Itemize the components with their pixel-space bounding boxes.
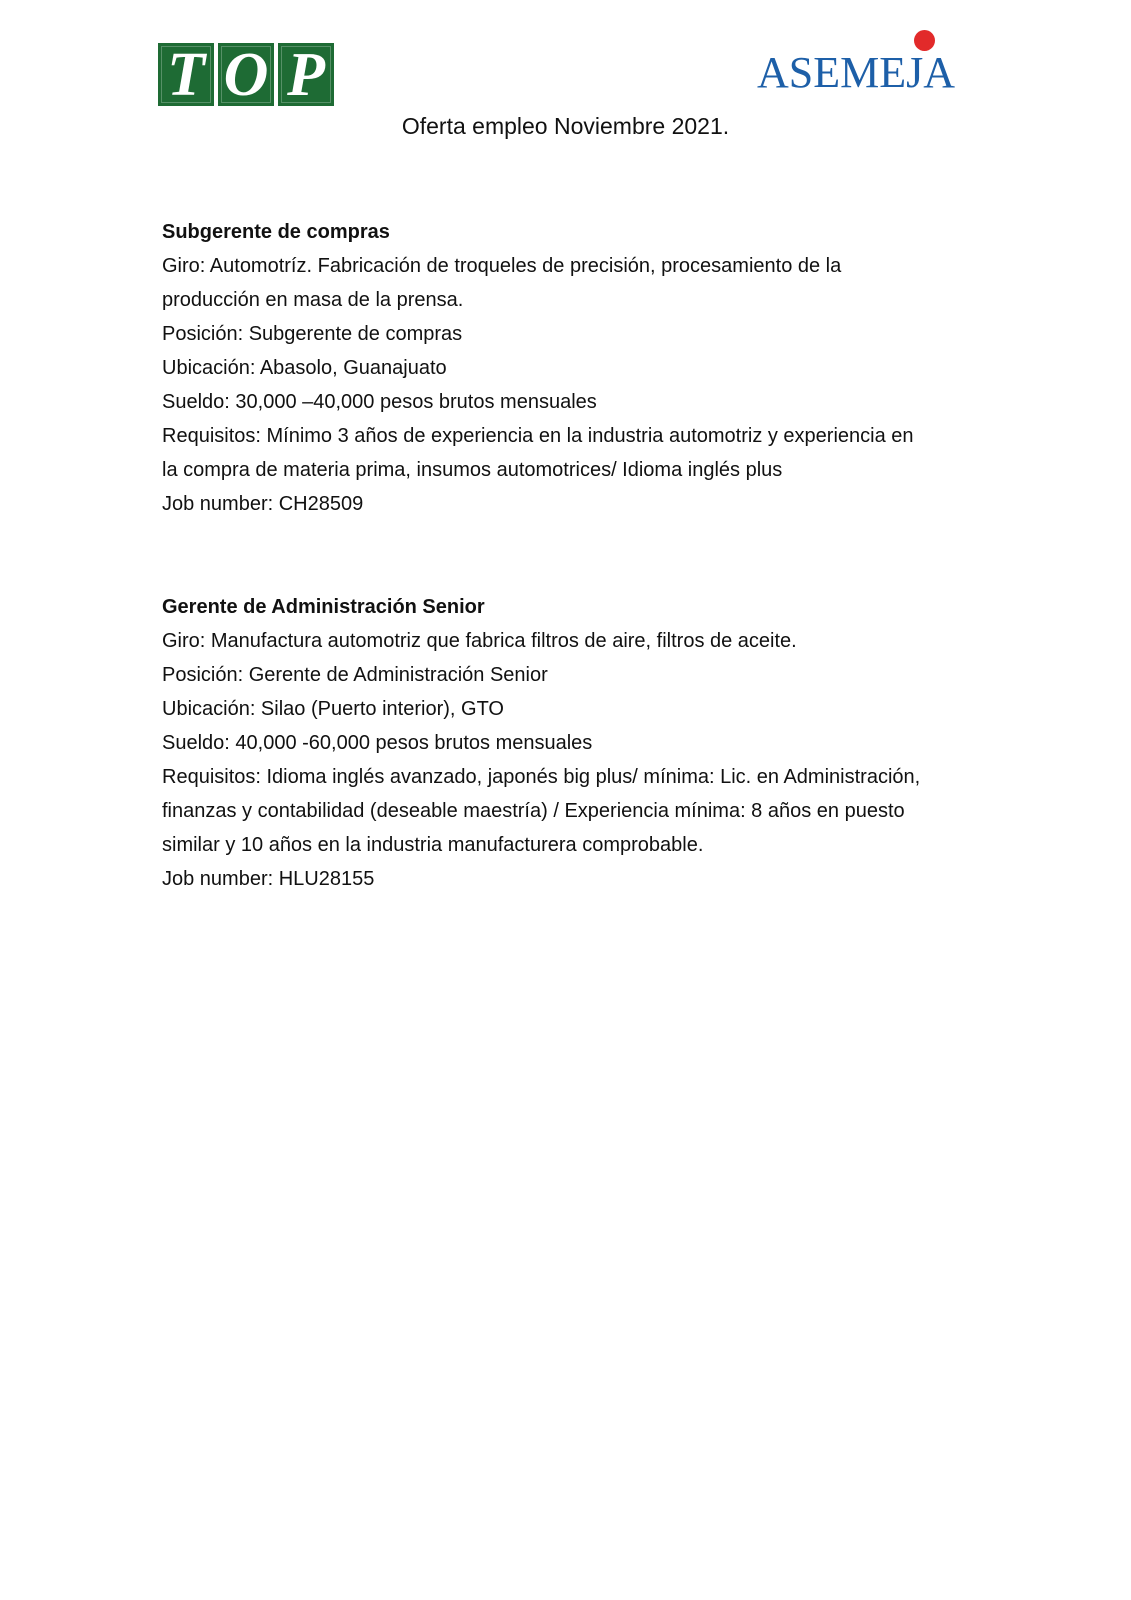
job-offer-line: finanzas y contabilidad (deseable maestría) / Experiencia mínima: 8 años en puesto bbox=[162, 800, 905, 822]
job-offer-line: Sueldo: 40,000 -60,000 pesos brutos mensuales bbox=[162, 732, 593, 754]
job-offer-heading: Subgerente de compras bbox=[162, 221, 390, 243]
job-offer-line: Requisitos: Mínimo 3 años de experiencia en la industria automotriz y experiencia en bbox=[162, 425, 914, 447]
job-offer-heading: Gerente de Administración Senior bbox=[162, 596, 485, 618]
job-offer-line: Giro: Automotríz. Fabricación de troqueles de precisión, procesamiento de la bbox=[162, 255, 842, 277]
job-offer bbox=[162, 215, 962, 521]
job-offer-line: Posición: Gerente de Administración Senior bbox=[162, 664, 548, 686]
top-logo-tile-o: O bbox=[218, 43, 274, 106]
top-logo-tile-t: T bbox=[158, 43, 214, 106]
top-logo-tile-p: P bbox=[278, 43, 334, 106]
job-offer-line: Job number: HLU28155 bbox=[162, 868, 375, 890]
asemeja-logo-text: ASEMEJA bbox=[757, 48, 956, 97]
job-offer-line: Requisitos: Idioma inglés avanzado, japonés big plus/ mínima: Lic. en Administración, bbox=[162, 766, 921, 788]
page-title: Oferta empleo Noviembre 2021. bbox=[401, 113, 730, 139]
job-offer-line: Ubicación: Silao (Puerto interior), GTO bbox=[162, 698, 504, 720]
job-offer-line: Ubicación: Abasolo, Guanajuato bbox=[162, 357, 447, 379]
asemeja-logo bbox=[757, 25, 967, 110]
job-offer-line: Giro: Manufactura automotriz que fabrica filtros de aire, filtros de aceite. bbox=[162, 630, 797, 652]
job-offer-line: similar y 10 años en la industria manufacturera comprobable. bbox=[162, 834, 704, 856]
job-offer-line: producción en masa de la prensa. bbox=[162, 289, 464, 311]
job-offer-line: Sueldo: 30,000 –40,000 pesos brutos mensuales bbox=[162, 391, 597, 413]
job-offer bbox=[162, 590, 962, 896]
job-offer-line: la compra de materia prima, insumos automotrices/ Idioma inglés plus bbox=[162, 459, 783, 481]
top-logo bbox=[158, 40, 334, 109]
job-offer-line: Posición: Subgerente de compras bbox=[162, 323, 463, 345]
job-offer-line: Job number: CH28509 bbox=[162, 493, 364, 515]
